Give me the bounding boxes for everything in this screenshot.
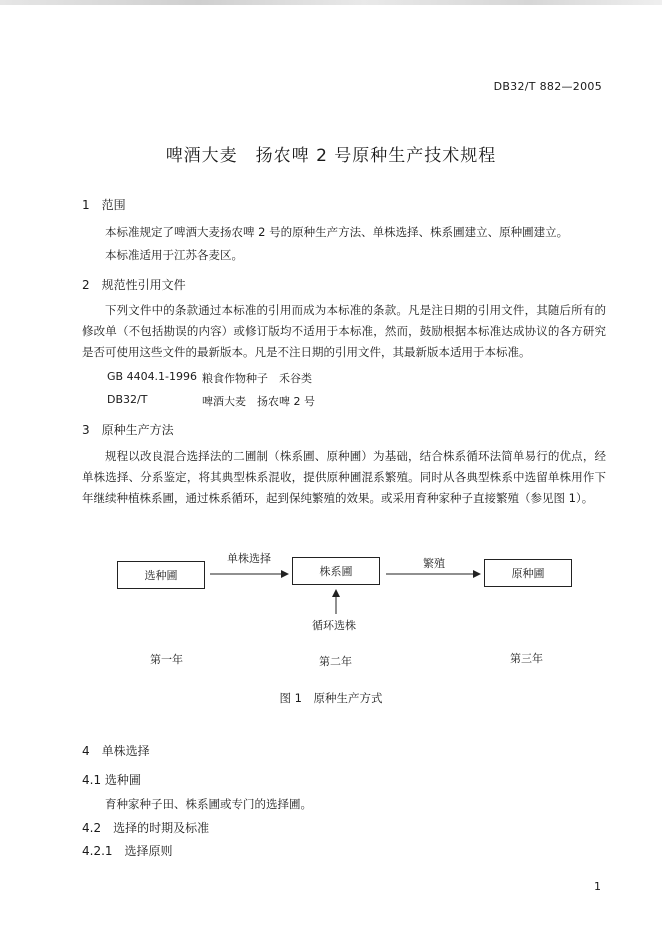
box-original-seed-nursery-label: 原种圃	[511, 567, 545, 580]
section-1-heading: 1 范围	[82, 198, 126, 212]
page-number: 1	[594, 880, 601, 893]
section-4-2-1-heading: 4.2.1 选择原则	[82, 844, 173, 858]
section-1-paragraph-2: 本标准适用于江苏各麦区。	[105, 248, 243, 262]
box-line-nursery-label: 株系圃	[319, 565, 353, 578]
reference-1-code: GB 4404.1-1996	[107, 370, 198, 383]
section-4-heading: 4 单株选择	[82, 744, 150, 758]
arrow-label-cycle-selection: 循环选株	[312, 619, 356, 632]
year-label-1: 第一年	[150, 653, 183, 666]
reference-2-title: 啤酒大麦 扬农啤 2 号	[202, 395, 315, 408]
reference-2-code: DB32/T	[107, 393, 148, 406]
document-title: 啤酒大麦 扬农啤 2 号原种生产技术规程	[165, 146, 497, 166]
section-3-paragraph: 规程以改良混合选择法的二圃制（株系圃、原种圃）为基础，结合株系循环法简单易行的优点，经单株选择、分系鉴定，将其典型株系混收，提供原种圃混系繁殖。同时从各典型株系中选留单株用作下年继续种植株系圃，通过株系循环，起到保纯繁殖的效果。或采用育种家种子直接繁殖（参见图 1）。	[82, 449, 606, 505]
reference-1-title: 粮食作物种子 禾谷类	[202, 372, 312, 385]
section-2-heading: 2 规范性引用文件	[82, 278, 186, 292]
year-label-3: 第三年	[510, 652, 543, 665]
arrow-label-propagation: 繁殖	[423, 557, 445, 570]
section-2-paragraph: 下列文件中的条款通过本标准的引用而成为本标准的条款。凡是注日期的引用文件，其随后所有的修改单（不包括勘误的内容）或修订版均不适用于本标准，然而，鼓励根据本标准达成协议的各方研究是否可使用这些文件的最新版本。凡是不注日期的引用文件，其最新版本适用于本标准。	[82, 303, 606, 359]
box-selection-nursery-label: 选种圃	[144, 569, 178, 582]
figure-caption: 图 1 原种生产方式	[279, 691, 383, 705]
standard-code: DB32/T 882—2005	[493, 80, 602, 93]
section-4-2-heading: 4.2 选择的时期及标准	[82, 821, 210, 835]
section-3-heading: 3 原种生产方法	[82, 423, 174, 437]
year-label-2: 第二年	[319, 655, 352, 668]
section-1-paragraph-1: 本标准规定了啤酒大麦扬农啤 2 号的原种生产方法、单株选择、株系圃建立、原种圃建立。	[105, 225, 569, 239]
section-4-1-text: 育种家种子田、株系圃或专门的选择圃。	[105, 797, 312, 811]
section-4-1-heading: 4.1 选种圃	[82, 773, 141, 787]
arrow-label-single-plant-selection: 单株选择	[227, 552, 271, 565]
